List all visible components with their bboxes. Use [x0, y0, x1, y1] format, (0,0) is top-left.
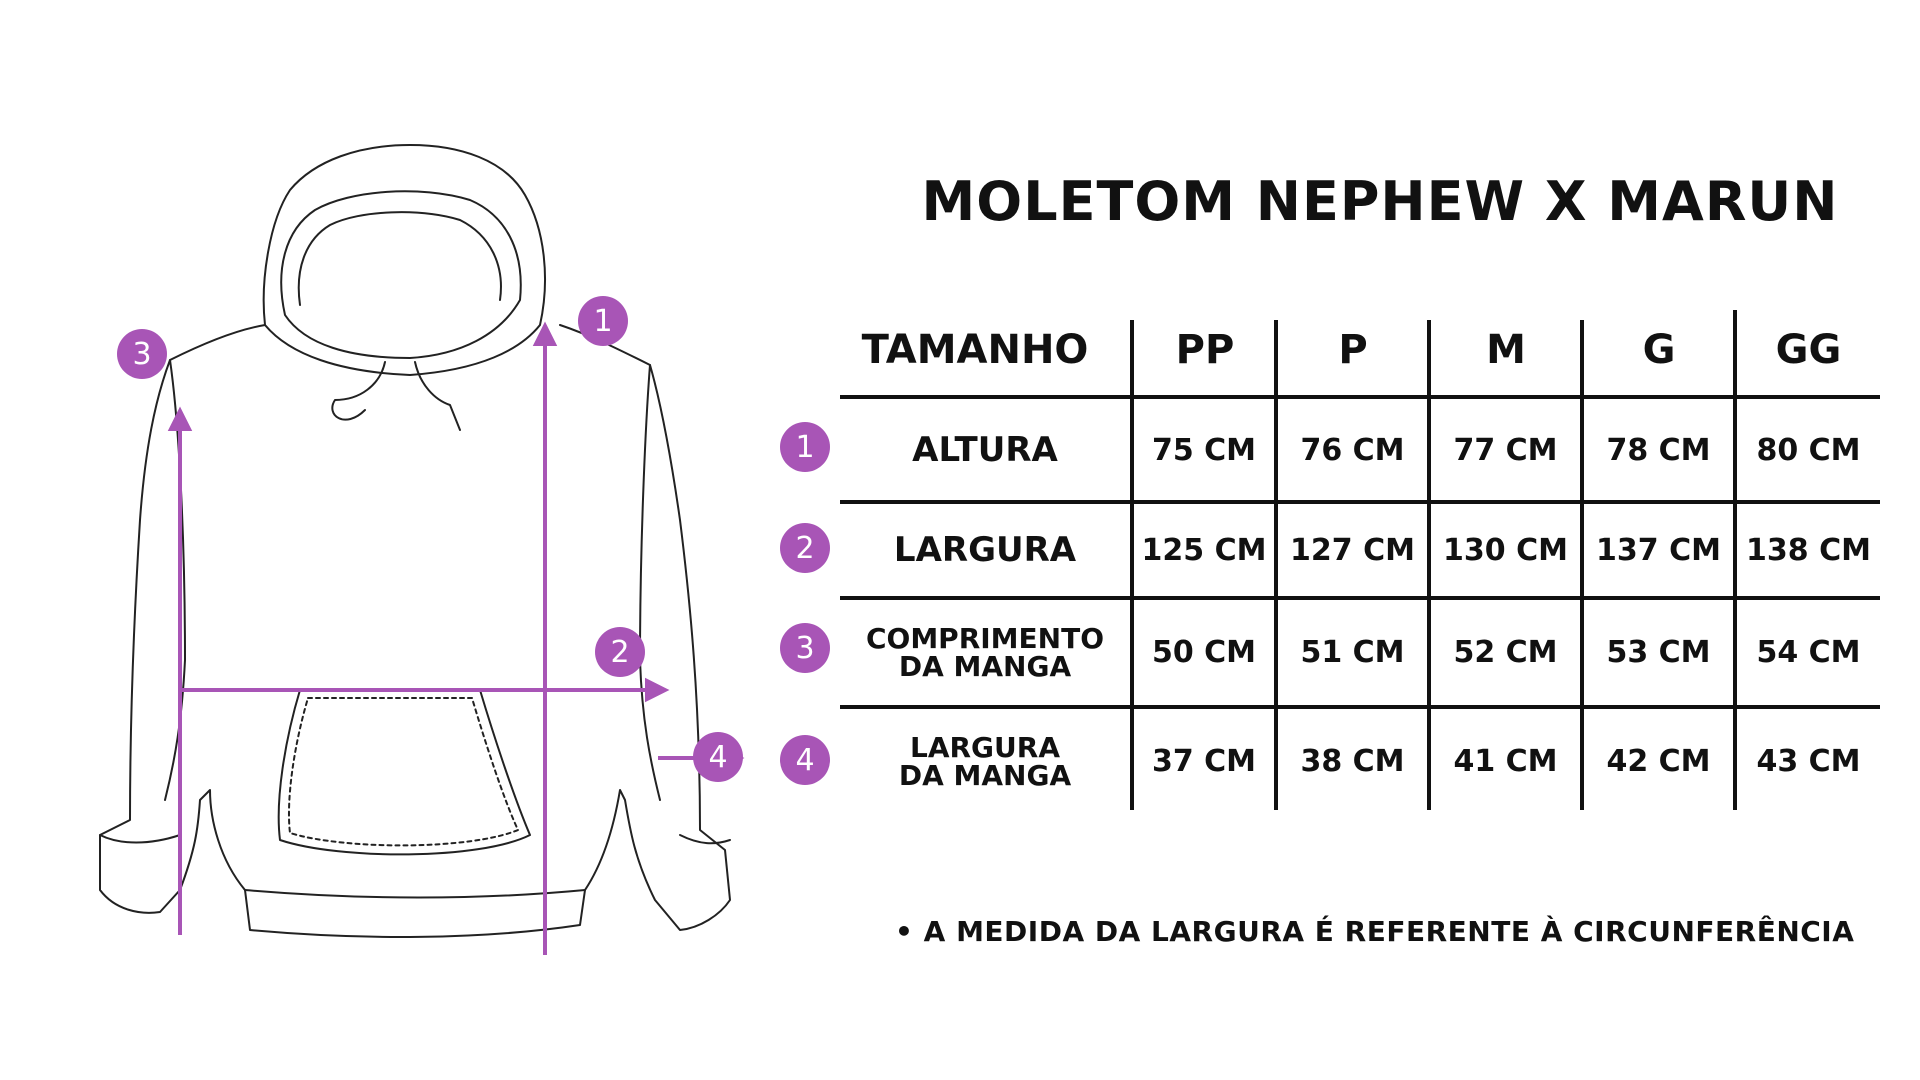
cell-comprimento-p: 51 CM — [1300, 635, 1405, 670]
hoodie-left-cuff — [100, 835, 180, 843]
row-marker-2: 2 — [780, 523, 830, 573]
row-label-line: COMPRIMENTO — [865, 621, 1105, 655]
row-marker-3: 3 — [780, 623, 830, 673]
diagram-marker-2: 2 — [595, 627, 645, 677]
cell-largura-manga-m: 41 CM — [1453, 744, 1558, 779]
cell-comprimento-m: 52 CM — [1453, 635, 1558, 670]
width-arrowhead-icon — [647, 681, 665, 699]
row-label-largura: LARGURA — [893, 530, 1077, 570]
hoodie-hood-opening — [281, 191, 521, 358]
header-p: P — [1338, 327, 1368, 373]
row-label-altura: ALTURA — [912, 430, 1058, 470]
header-gg: GG — [1775, 327, 1842, 373]
hoodie-right-cuff — [680, 835, 730, 843]
header-pp: PP — [1175, 327, 1235, 373]
row-marker-4: 4 — [780, 735, 830, 785]
cell-largura-pp: 125 CM — [1141, 532, 1267, 568]
table-divider — [840, 395, 1880, 399]
hoodie-hood-opening-inner — [299, 212, 501, 305]
row-label-line: DA MANGA — [898, 758, 1072, 792]
height-arrowhead-icon — [536, 326, 554, 344]
row-marker-1: 1 — [780, 422, 830, 472]
cell-largura-p: 127 CM — [1290, 532, 1415, 568]
hoodie-diagram — [60, 100, 760, 980]
hoodie-right-sleeve-seam — [640, 365, 660, 800]
header-size: TAMANHO — [861, 327, 1089, 373]
hoodie-pocket — [279, 690, 530, 854]
diagram-marker-1: 1 — [578, 296, 628, 346]
hoodie-hood-outline — [264, 145, 545, 375]
cell-altura-p: 76 CM — [1300, 432, 1405, 468]
measurement-note: • A MEDIDA DA LARGURA É REFERENTE À CIRCUNFERÊNCIA — [895, 915, 1855, 948]
row-label-line: LARGURA — [909, 730, 1061, 764]
cell-altura-g: 78 CM — [1606, 432, 1711, 468]
size-table — [780, 300, 1880, 820]
cell-comprimento-pp: 50 CM — [1151, 635, 1257, 670]
cell-altura-gg: 80 CM — [1756, 432, 1861, 468]
hoodie-pocket-inner — [289, 698, 518, 845]
cell-largura-manga-p: 38 CM — [1300, 744, 1405, 779]
cell-altura-m: 77 CM — [1453, 432, 1558, 468]
sleeve-length-arrowhead-icon — [171, 411, 189, 429]
cell-largura-manga-gg: 43 CM — [1756, 744, 1861, 779]
row-label-line: DA MANGA — [898, 649, 1072, 683]
page-title: MOLETOM NEPHEW X MARUN — [921, 170, 1839, 233]
cell-largura-manga-g: 42 CM — [1606, 744, 1711, 779]
header-m: M — [1486, 327, 1526, 373]
cell-altura-pp: 75 CM — [1151, 432, 1257, 468]
cell-largura-m: 130 CM — [1443, 532, 1568, 568]
diagram-marker-4: 4 — [693, 732, 743, 782]
cell-largura-gg: 138 CM — [1746, 532, 1871, 568]
cell-largura-g: 137 CM — [1596, 532, 1721, 568]
hoodie-waistband — [245, 890, 585, 898]
cell-largura-manga-pp: 37 CM — [1151, 744, 1257, 779]
row-label-comprimento-manga — [840, 600, 1130, 705]
cell-comprimento-gg: 54 CM — [1756, 635, 1861, 670]
cell-comprimento-g: 53 CM — [1606, 635, 1711, 670]
row-label-largura-manga — [840, 709, 1130, 814]
diagram-marker-3: 3 — [117, 329, 167, 379]
header-g: G — [1642, 327, 1676, 373]
